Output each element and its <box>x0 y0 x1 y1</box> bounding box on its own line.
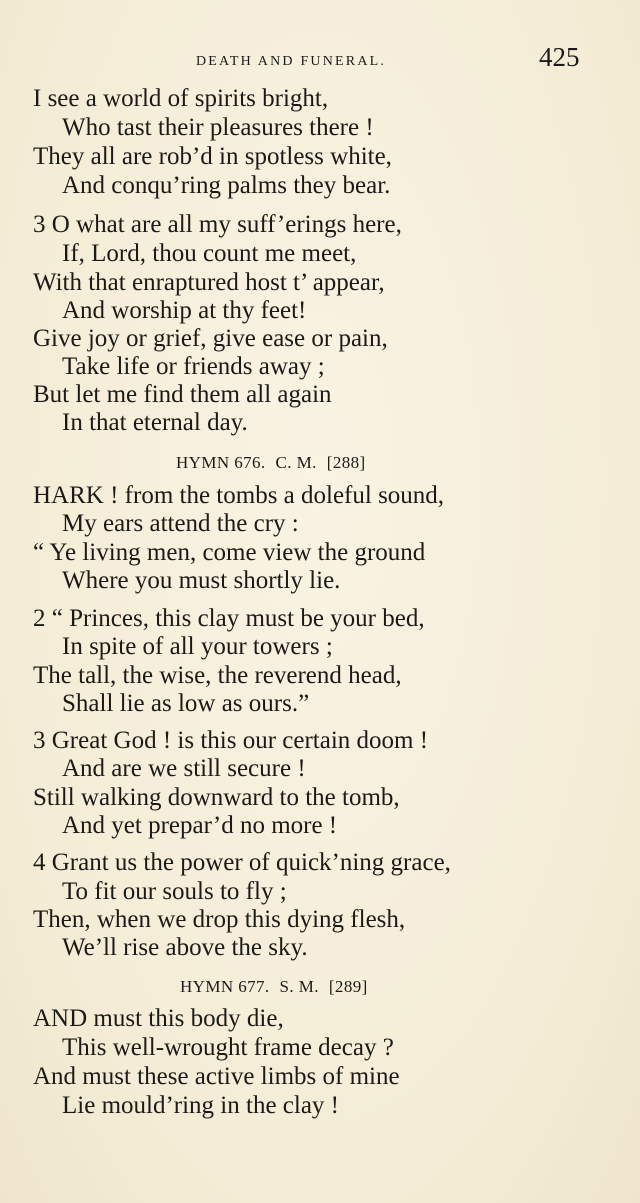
verse-line: And must these active limbs of mine <box>33 1063 400 1090</box>
hymn-number: HYMN 676. <box>176 453 266 472</box>
verse-line: Who tast their pleasures there ! <box>62 114 374 141</box>
verse-line: My ears attend the cry : <box>62 510 299 537</box>
verse-line: Lie mould’ring in the clay ! <box>62 1092 340 1119</box>
verse-line: I see a world of spirits bright, <box>33 85 329 112</box>
verse-line: Shall lie as low as ours.” <box>62 690 310 717</box>
verse-line: 3 O what are all my suff’erings here, <box>33 211 402 238</box>
verse-line: Give joy or grief, give ease or pain, <box>33 325 388 352</box>
hymn-676-heading <box>176 453 376 473</box>
verse-line: 2 “ Princes, this clay must be your bed, <box>33 605 425 632</box>
hymn-677-heading <box>180 977 378 997</box>
hymn-number: HYMN 677. <box>180 977 270 996</box>
verse-line: 3 Great God ! is this our certain doom ! <box>33 727 429 754</box>
hymn-meter: S. M. <box>279 977 319 996</box>
hymn-tune-number: [289] <box>328 977 368 996</box>
verse-line: 4 Grant us the power of quick’ning grace, <box>33 849 451 876</box>
verse-line: And conqu’ring palms they bear. <box>62 172 391 199</box>
hymn-tune-number: [288] <box>326 453 366 472</box>
verse-line: In spite of all your towers ; <box>62 633 333 660</box>
verse-line: “ Ye living men, come view the ground <box>33 539 426 566</box>
hymn-meter: C. M. <box>275 453 317 472</box>
verse-line: AND must this body die, <box>33 1005 284 1032</box>
verse-line: With that enraptured host t’ appear, <box>33 269 385 296</box>
running-title: DEATH AND FUNERAL. <box>196 54 387 69</box>
verse-line: And are we still secure ! <box>62 755 306 782</box>
verse-line: And worship at thy feet! <box>62 297 307 324</box>
verse-line: Where you must shortly lie. <box>62 567 341 594</box>
verse-line: HARK ! from the tombs a doleful sound, <box>33 482 445 509</box>
verse-line: Take life or friends away ; <box>62 353 325 380</box>
verse-line: To fit our souls to fly ; <box>62 878 287 905</box>
verse-line: Still walking downward to the tomb, <box>33 784 400 811</box>
page-number: 425 <box>539 42 580 72</box>
verse-line: Then, when we drop this dying flesh, <box>33 906 406 933</box>
verse-line: If, Lord, thou count me meet, <box>62 240 357 267</box>
verse-line: And yet prepar’d no more ! <box>62 812 338 839</box>
verse-line: But let me find them all again <box>33 381 332 408</box>
verse-line: In that eternal day. <box>62 409 248 436</box>
verse-line: We’ll rise above the sky. <box>62 934 308 961</box>
verse-line: They all are rob’d in spotless white, <box>33 143 392 170</box>
verse-line: This well-wrought frame decay ? <box>62 1034 394 1061</box>
verse-line: The tall, the wise, the reverend head, <box>33 662 402 689</box>
